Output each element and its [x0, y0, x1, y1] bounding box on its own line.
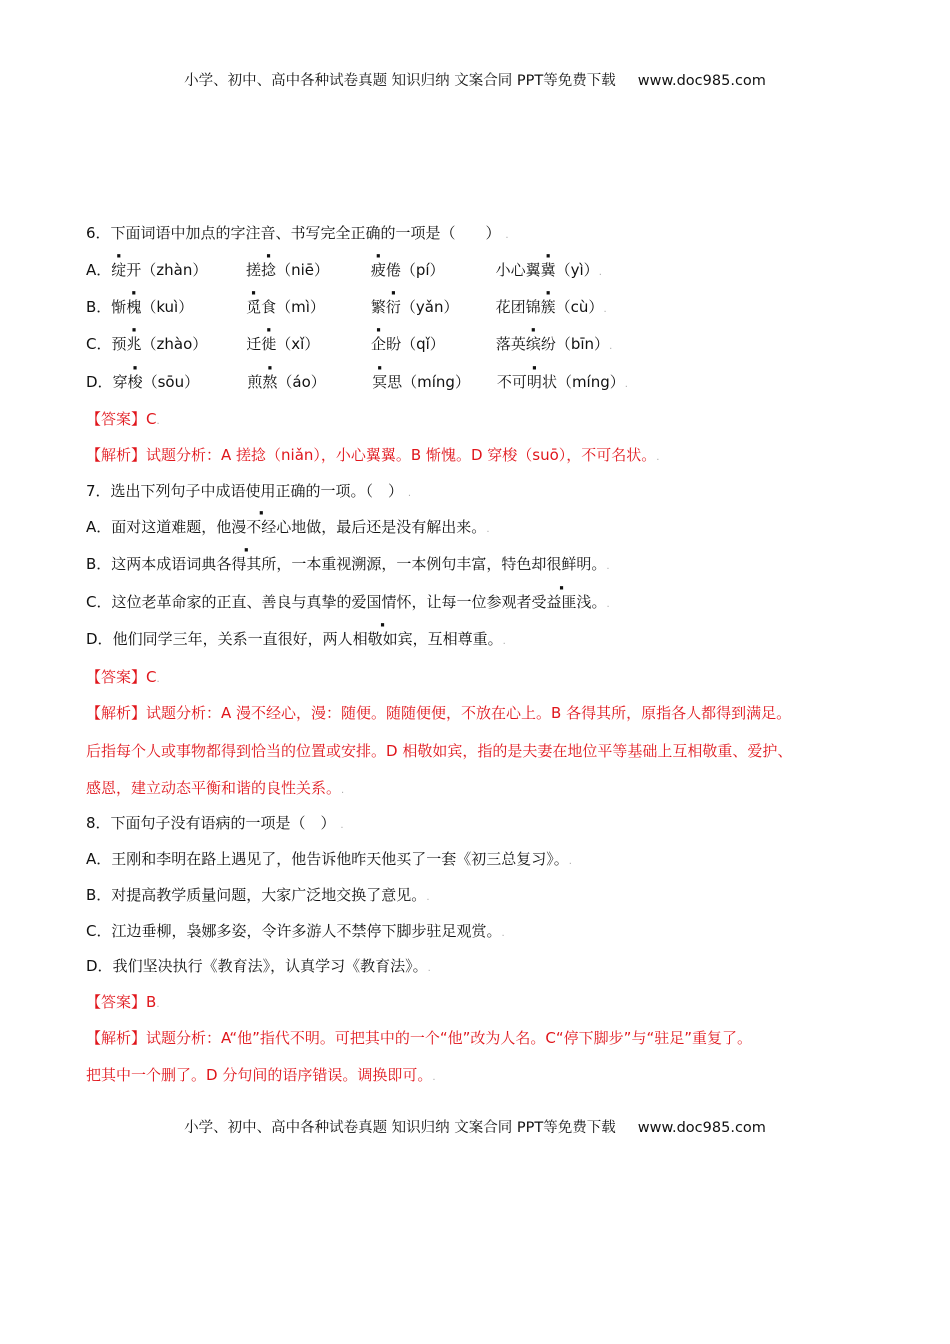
question-7-option-b: B．这两本成语词典各得其所，一本重视溯源，一本例句丰富，特色却很鲜明。. — [86, 555, 610, 573]
question-7-option-c: C．这位老革命家的正直、善良与真挚的爱国情怀，让每一位参观者受益匪浅。. — [86, 593, 610, 611]
question-6-stem: 6．下面词语中加点的字注音、书写完全正确的一项是（ ） . — [86, 224, 509, 242]
page-footer — [0, 1116, 950, 1137]
question-8-analysis-line-2: 把其中一个删了。D 分句间的语序错误。调换即可。. — [86, 1066, 436, 1084]
question-6-answer: 【答案】C. — [86, 410, 160, 428]
question-6-option-d: D．穿梭（sōu） 煎熬（áo） 冥思（míng） 不可明状（míng）. — [86, 373, 628, 391]
header-url[interactable]: www.doc985.com — [637, 73, 766, 89]
header-text: 小学、初中、高中各种试卷真题 知识归纳 文案合同 PPT等免费下载 — [184, 73, 616, 89]
question-8-stem: 8．下面句子没有语病的一项是（ ） . — [86, 814, 344, 832]
question-8-option-d: D．我们坚决执行《教育法》，认真学习《教育法》。. — [86, 957, 431, 975]
question-6-option-c: C．预兆（zhào） 迁徙（xǐ） 企盼（qǐ） 落英缤纷（bīn）. — [86, 335, 613, 353]
question-7-stem: 7．选出下列句子中成语使用正确的一项。（ ） . — [86, 482, 412, 500]
question-7-answer: 【答案】C. — [86, 668, 160, 686]
question-8-answer: 【答案】B. — [86, 993, 160, 1011]
question-8-analysis-line-1: 【解析】试题分析：A“他”指代不明。可把其中的一个“他”改为人名。C“停下脚步”与“驻足”重复了。 — [86, 1029, 752, 1047]
page-header — [0, 69, 950, 90]
question-6-option-b: B．惭槐（kuì） 觅食（mì） 繁衍（yǎn） 花团锦簇（cù）. — [86, 298, 607, 316]
question-8-option-c: C．江边垂柳，袅娜多姿，令许多游人不禁停下脚步驻足观赏。. — [86, 922, 505, 940]
question-7-analysis-line-2: 后指每个人或事物都得到恰当的位置或安排。D 相敬如宾，指的是夫妻在地位平等基础上互相敬重、爱护、 — [86, 742, 793, 760]
question-8-option-b: B．对提高教学质量问题，大家广泛地交换了意见。. — [86, 886, 430, 904]
question-6-analysis: 【解析】试题分析：A 搓捻（niǎn），小心翼翼。B 惭愧。D 穿梭（suō），不可名状。. — [86, 446, 660, 464]
question-7-option-a: A．面对这道难题，他漫不经心地做，最后还是没有解出来。. — [86, 518, 490, 536]
question-7-analysis-line-3: 感恩，建立动态平衡和谐的良性关系。. — [86, 779, 345, 797]
question-7-analysis-line-1: 【解析】试题分析：A 漫不经心，漫：随便。随随便便，不放在心上。B 各得其所，原指各人都得到满足。 — [86, 704, 792, 722]
footer-url[interactable]: www.doc985.com — [637, 1120, 766, 1136]
question-7-option-d: D．他们同学三年，关系一直很好，两人相敬如宾，互相尊重。. — [86, 630, 506, 648]
question-6-option-a: A．绽开（zhàn） 搓捻（niē） 疲倦（pí） 小心翼冀（yì）. — [86, 261, 602, 279]
footer-text: 小学、初中、高中各种试卷真题 知识归纳 文案合同 PPT等免费下载 — [184, 1120, 616, 1136]
question-8-option-a: A．王刚和李明在路上遇见了，他告诉他昨天他买了一套《初三总复习》。. — [86, 850, 572, 868]
